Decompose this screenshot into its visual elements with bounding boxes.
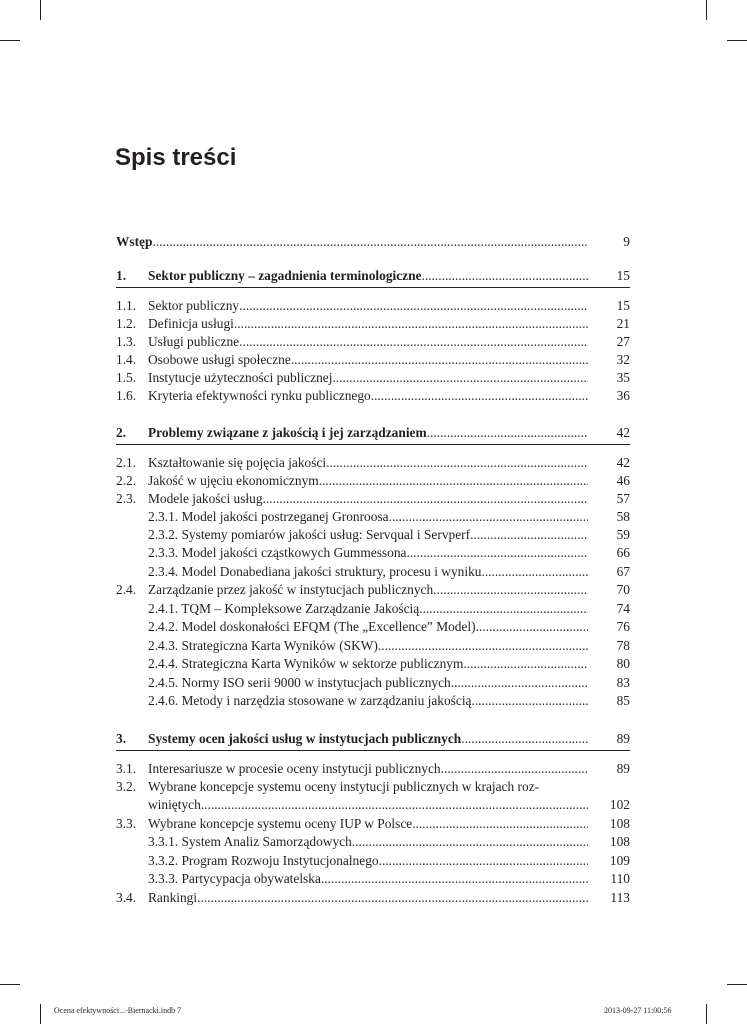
- toc-section-number: 1.1.: [116, 298, 137, 313]
- toc-subsection-page: 67: [616, 564, 630, 579]
- toc-subsection-label: 2.4.5. Normy ISO serii 9000 w instytucjach publicznych: [148, 675, 451, 690]
- toc-subsection-page: 59: [616, 527, 630, 542]
- toc-subsection-label: 2.4.1. TQM – Kompleksowe Zarządzanie Jakością: [148, 601, 420, 616]
- toc-subsection[interactable]: [116, 508, 630, 526]
- toc-subsection[interactable]: [116, 674, 630, 692]
- toc-section[interactable]: [116, 297, 630, 315]
- toc-subsection-page: 66: [616, 545, 630, 560]
- toc-subsection-page: 108: [609, 834, 630, 849]
- toc-section[interactable]: [116, 387, 630, 405]
- toc-subsection-label: 2.3.1. Model jakości postrzeganej Gronroosa: [148, 509, 389, 524]
- toc-subsection-label: 2.3.3. Model jakości cząstkowych Gummessona: [148, 545, 407, 560]
- chapter-divider: [116, 444, 630, 445]
- toc-section[interactable]: [116, 351, 630, 369]
- crop-mark-right-top: [727, 40, 747, 41]
- toc-section-number: 2.3.: [116, 491, 137, 506]
- toc-section-number: 1.3.: [116, 334, 137, 349]
- toc-section[interactable]: [116, 760, 630, 778]
- toc-section[interactable]: [116, 778, 630, 796]
- crop-mark-right-bottom: [727, 984, 747, 985]
- toc-section-page: 27: [616, 334, 630, 349]
- toc-section-label: Definicja usługi: [148, 316, 234, 331]
- page-title: Spis treści: [115, 144, 237, 171]
- toc-section[interactable]: [116, 815, 630, 833]
- toc-section-page: 113: [610, 890, 630, 905]
- toc-subsection-page: 78: [616, 638, 630, 653]
- toc-chapter-label: Sektor publiczny – zagadnienia terminologiczne: [148, 268, 422, 283]
- toc-subsection-page: 74: [616, 601, 630, 616]
- toc-section-label: Osobowe usługi społeczne: [148, 352, 291, 367]
- chapter-divider: [116, 750, 630, 751]
- toc-section[interactable]: [116, 581, 630, 599]
- toc-entry-label: Wstęp: [116, 234, 153, 249]
- toc-section-page: 102: [609, 797, 630, 812]
- toc-section-number: 1.2.: [116, 316, 137, 331]
- print-footer-file: Ocena efektywności...-Biernacki.indb 7: [54, 1006, 182, 1015]
- toc-section-label: Interesariusze w procesie oceny instytucji publicznych: [148, 761, 441, 776]
- toc-subsection-page: 80: [616, 656, 630, 671]
- toc-section-page: 57: [616, 491, 630, 506]
- toc-section-label: Rankingi: [148, 890, 198, 905]
- toc-section-number: 1.6.: [116, 388, 137, 403]
- toc-section-label: Kształtowanie się pojęcia jakości: [148, 455, 327, 470]
- toc-section-number: 1.4.: [116, 352, 137, 367]
- crop-mark-top-right: [706, 0, 707, 20]
- crop-mark-bottom-left: [40, 1004, 41, 1024]
- crop-mark-left-top: [0, 40, 20, 41]
- toc-subsection-page: 83: [616, 675, 630, 690]
- toc-section-label: Modele jakości usług: [148, 491, 263, 506]
- toc-section-label: Sektor publiczny: [148, 298, 240, 313]
- toc-section-page: 21: [616, 316, 630, 331]
- toc-chapter-page: 42: [616, 425, 630, 440]
- toc-subsection-label: 2.4.3. Strategiczna Karta Wyników (SKW): [148, 638, 378, 653]
- print-footer-timestamp: 2013-09-27 11:00:56: [604, 1006, 672, 1015]
- toc-section-page: 32: [616, 352, 630, 367]
- toc-subsection-page: 110: [610, 871, 630, 886]
- toc-subsection[interactable]: [116, 526, 630, 544]
- toc-subsection[interactable]: [116, 833, 630, 851]
- toc-section[interactable]: [116, 333, 630, 351]
- toc-chapter-number: 3.: [116, 731, 127, 746]
- toc-section-number: 3.4.: [116, 890, 137, 905]
- toc-chapter-label: Systemy ocen jakości usług w instytucjach publicznych: [148, 731, 462, 746]
- toc-section-label: Kryteria efektywności rynku publicznego: [148, 388, 371, 403]
- toc-section-continuation[interactable]: [116, 796, 630, 814]
- toc-section-page: 36: [616, 388, 630, 403]
- toc-subsection-label: 2.4.4. Strategiczna Karta Wyników w sektorze publicznym: [148, 656, 464, 671]
- toc-section[interactable]: [116, 472, 630, 490]
- toc-chapter-number: 1.: [116, 268, 127, 283]
- toc-subsection-label: 3.3.1. System Analiz Samorządowych: [148, 834, 352, 849]
- toc-section-label: winiętych: [148, 797, 201, 812]
- toc-subsection[interactable]: [116, 692, 630, 710]
- toc-subsection-label: 2.4.2. Model doskonałości EFQM (The „Excellence” Model): [148, 619, 476, 634]
- toc-subsection[interactable]: [116, 852, 630, 870]
- toc-chapter-page: 15: [616, 268, 630, 283]
- toc-subsection[interactable]: [116, 870, 630, 888]
- toc-subsection[interactable]: [116, 655, 630, 673]
- toc-subsection-page: 58: [616, 509, 630, 524]
- chapter-divider: [116, 287, 630, 288]
- crop-mark-bottom-right: [706, 1004, 707, 1024]
- toc-section-page: 35: [616, 370, 630, 385]
- toc-subsection-label: 3.3.3. Partycypacja obywatelska: [148, 871, 321, 886]
- toc-section-number: 3.3.: [116, 816, 137, 831]
- toc-section-label: Wybrane koncepcje systemu oceny instytucji publicznych w krajach roz-: [148, 779, 540, 794]
- toc-subsection-label: 2.3.4. Model Donabediana jakości struktury, procesu i wyniku: [148, 564, 482, 579]
- toc-section-label: Usługi publiczne: [148, 334, 240, 349]
- toc-section[interactable]: [116, 889, 630, 907]
- toc-section-page: 15: [616, 298, 630, 313]
- toc-subsection[interactable]: [116, 637, 630, 655]
- toc-section-number: 2.4.: [116, 582, 137, 597]
- toc-section-label: Wybrane koncepcje systemu oceny IUP w Polsce: [148, 816, 413, 831]
- toc-subsection[interactable]: [116, 618, 630, 636]
- toc-section-number: 1.5.: [116, 370, 137, 385]
- crop-mark-left-bottom: [0, 984, 20, 985]
- toc-subsection[interactable]: [116, 600, 630, 618]
- toc-section[interactable]: [116, 490, 630, 508]
- toc-section-page: 70: [616, 582, 630, 597]
- toc-chapter-1[interactable]: [116, 267, 630, 285]
- toc-chapter-3[interactable]: [116, 730, 630, 748]
- toc-section-page: 42: [616, 455, 630, 470]
- toc-chapter-2[interactable]: [116, 424, 630, 442]
- toc-subsection-label: 2.3.2. Systemy pomiarów jakości usług: Servqual i Servperf: [148, 527, 471, 542]
- toc-section-number: 2.1.: [116, 455, 137, 470]
- toc-entry-intro[interactable]: [116, 233, 630, 251]
- toc-chapter-number: 2.: [116, 425, 127, 440]
- toc-section[interactable]: [116, 369, 630, 387]
- toc-section-number: 3.1.: [116, 761, 137, 776]
- toc-subsection[interactable]: [116, 544, 630, 562]
- toc-section-page: 89: [616, 761, 630, 776]
- toc-subsection-page: 85: [616, 693, 630, 708]
- toc-subsection-page: 109: [609, 853, 630, 868]
- toc-section-label: Jakość w ujęciu ekonomicznym: [148, 473, 319, 488]
- toc-section-label: Instytucje użyteczności publicznej: [148, 370, 333, 385]
- crop-mark-top-left: [40, 0, 41, 20]
- toc-section-number: 3.2.: [116, 779, 137, 794]
- toc-section[interactable]: [116, 454, 630, 472]
- toc-subsection[interactable]: [116, 563, 630, 581]
- toc-section-number: 2.2.: [116, 473, 137, 488]
- toc-chapter-label: Problemy związane z jakością i jej zarządzaniem: [148, 425, 427, 440]
- toc-subsection-page: 76: [616, 619, 630, 634]
- toc-section-page: 46: [616, 473, 630, 488]
- toc-subsection-label: 2.4.6. Metody i narzędzia stosowane w zarządzaniu jakością: [148, 693, 472, 708]
- toc-subsection-label: 3.3.2. Program Rozwoju Instytucjonalnego: [148, 853, 379, 868]
- toc-chapter-page: 89: [616, 731, 630, 746]
- toc-section-label: Zarządzanie przez jakość w instytucjach publicznych: [148, 582, 434, 597]
- toc-section-page: 108: [609, 816, 630, 831]
- toc-entry-page: 9: [623, 234, 630, 249]
- toc-section[interactable]: [116, 315, 630, 333]
